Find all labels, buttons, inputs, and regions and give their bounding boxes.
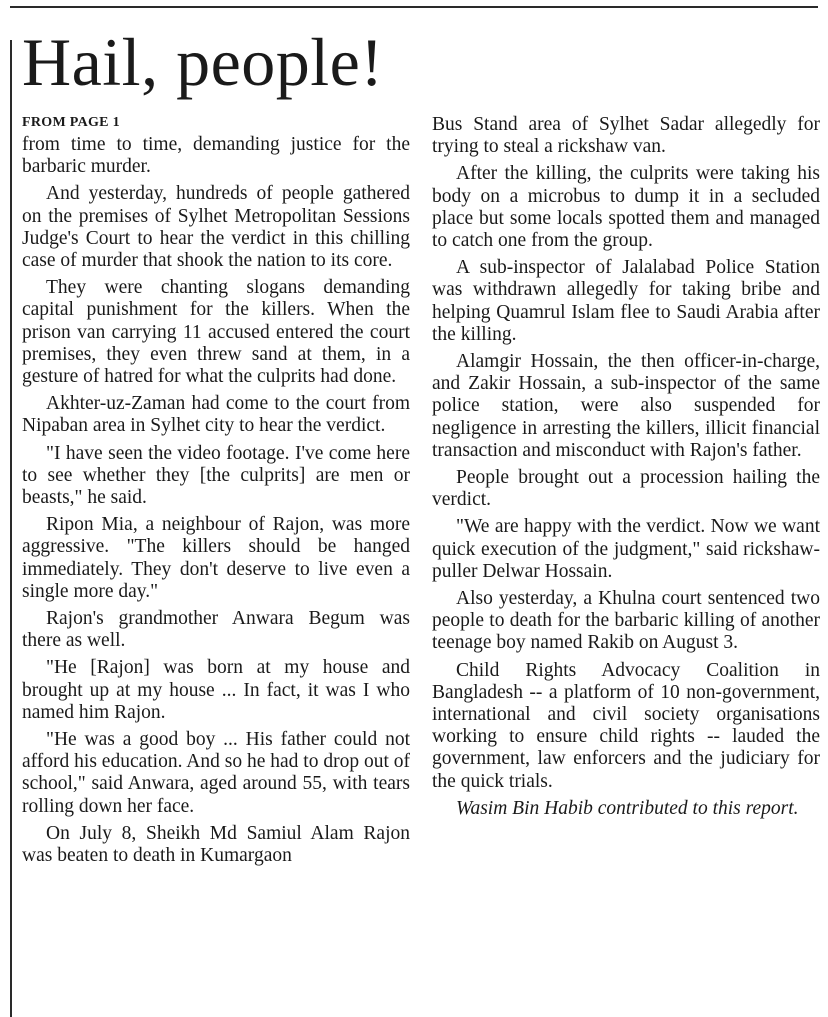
kicker: FROM PAGE 1 — [22, 115, 120, 130]
paragraph: Alamgir Hossain, the then officer-in-charge, and Zakir Hossain, a sub-inspector of the same police station, were also suspended for negligence in arresting the killers, illicit financial transaction and misconduct with Rajon's father. — [432, 351, 820, 461]
paragraph: "I have seen the video footage. I've come here to see whether they [the culprits] are men or beasts," he said. — [22, 442, 410, 509]
headline: Hail, people! — [22, 24, 384, 100]
paragraph: Bus Stand area of Sylhet Sadar allegedly for trying to steal a rickshaw van. — [432, 114, 820, 158]
paragraph: "We are happy with the verdict. Now we want quick execution of the judgment," said rickshaw-puller Delwar Hossain. — [432, 516, 820, 582]
paragraph: People brought out a procession hailing the verdict. — [432, 467, 820, 511]
paragraph: Rajon's grandmother Anwara Begum was there as well. — [22, 608, 410, 652]
left-column-rule — [10, 40, 12, 1017]
paragraph: And yesterday, hundreds of people gathered on the premises of Sylhet Metropolitan Sessions Judge's Court to hear the verdict in this chilling case of murder that shook the nation to its core. — [22, 183, 410, 272]
paragraph: Ripon Mia, a neighbour of Rajon, was more aggressive. "The killers should be hanged immediately. They don't deserve to live even a single more day." — [22, 514, 410, 602]
paragraph: "He [Rajon] was born at my house and brought up at my house ... In fact, it was I who named him Rajon. — [22, 657, 410, 723]
left-column — [22, 114, 410, 1017]
paragraph: On July 8, Sheikh Md Samiul Alam Rajon was beaten to death in Kumargaon — [22, 822, 410, 867]
paragraph: Also yesterday, a Khulna court sentenced two people to death for the barbaric killing of another teenage boy named Rakib on August 3. — [432, 588, 820, 654]
paragraph: from time to time, demanding justice for the barbaric murder. — [22, 134, 410, 178]
right-column — [432, 114, 820, 1017]
paragraph: "He was a good boy ... His father could not afford his education. And so he had to drop out of school," said Anwara, aged around 55, with tears rolling down her face. — [22, 729, 410, 817]
paragraph: Child Rights Advocacy Coalition in Bangladesh -- a platform of 10 non-government, international and civil society organisations working to ensure child rights -- lauded the government, law enforcers and the judiciary for the quick trials. — [432, 659, 820, 792]
top-rule — [10, 6, 818, 8]
paragraph: After the killing, the culprits were taking his body on a microbus to dump it in a secluded place but some locals spotted them and managed to catch one from the group. — [432, 163, 820, 252]
paragraph: Akhter-uz-Zaman had come to the court from Nipaban area in Sylhet city to hear the verdict. — [22, 393, 410, 437]
paragraph: A sub-inspector of Jalalabad Police Station was withdrawn allegedly for taking bribe and helping Quamrul Islam flee to Saudi Arabia after the killing. — [432, 257, 820, 345]
byline: Wasim Bin Habib contributed to this report. — [456, 797, 799, 819]
paragraph: They were chanting slogans demanding capital punishment for the killers. When the prison van carrying 11 accused entered the court premises, they even threw sand at them, in a gesture of hatred for what the culprits had done. — [22, 277, 410, 388]
